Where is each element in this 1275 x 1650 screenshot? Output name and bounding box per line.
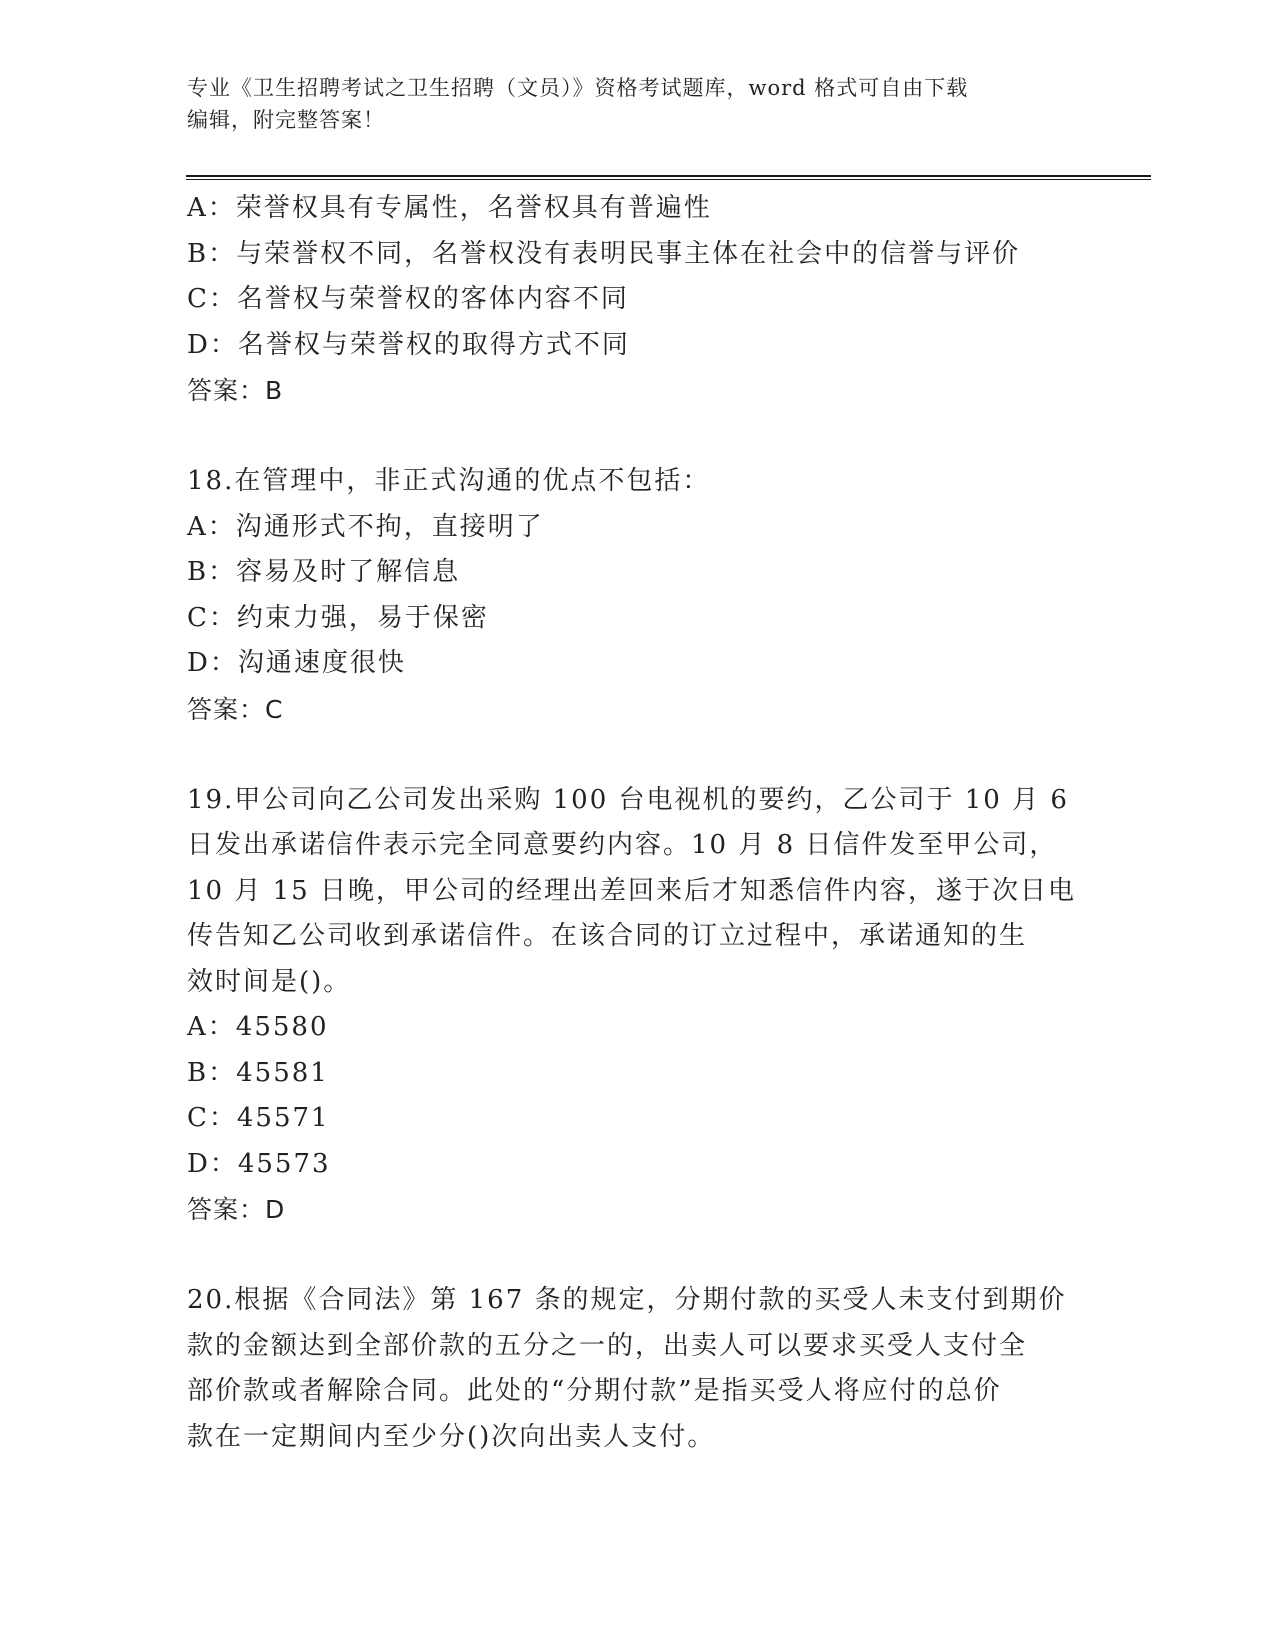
option-d: D：沟通速度很快 xyxy=(187,648,406,678)
option-b: B：45581 xyxy=(187,1057,329,1088)
spacer xyxy=(187,414,1087,460)
question-stem-line: 款的金额达到全部价款的五分之一的，出卖人可以要求买受人支付全 xyxy=(187,1330,1028,1361)
option-b: B：容易及时了解信息 xyxy=(187,557,461,587)
question-17 xyxy=(187,186,1087,414)
option-d: D：45573 xyxy=(187,1148,331,1179)
divider-thick-line xyxy=(186,175,1151,177)
question-stem-line: 传告知乙公司收到承诺信件。在该合同的订立过程中，承诺通知的生 xyxy=(187,921,1028,951)
option-c: C：名誉权与荣誉权的客体内容不同 xyxy=(187,284,629,314)
spacer xyxy=(187,732,1087,778)
question-20 xyxy=(187,1278,1087,1460)
option-a: A：45580 xyxy=(187,1012,329,1042)
question-stem-line: 日发出承诺信件表示完全同意要约内容。10 月 8 日信件发至甲公司， xyxy=(187,830,1058,860)
option-a: A：荣誉权具有专属性，名誉权具有普遍性 xyxy=(187,193,712,223)
answer-line: 答案：C xyxy=(187,694,284,724)
header-line-1: 专业《卫生招聘考试之卫生招聘（文员）》资格考试题库，word 格式可自由下载 xyxy=(187,76,969,100)
option-c: C：约束力强，易于保密 xyxy=(187,602,489,633)
question-stem-line: 10 月 15 日晚，甲公司的经理出差回来后才知悉信件内容，遂于次日电 xyxy=(187,875,1076,906)
question-stem: 18.在管理中，非正式沟通的优点不包括： xyxy=(187,466,711,496)
question-list xyxy=(187,186,1087,1460)
option-c: C：45571 xyxy=(187,1103,330,1133)
question-stem-line: 19.甲公司向乙公司发出采购 100 台电视机的要约，乙公司于 10 月 6 xyxy=(187,784,1069,815)
question-18 xyxy=(187,459,1087,732)
answer-line: 答案：D xyxy=(187,1195,286,1224)
spacer xyxy=(187,1233,1087,1279)
option-d: D：名誉权与荣誉权的取得方式不同 xyxy=(187,329,630,360)
question-stem-line: 效时间是()。 xyxy=(187,966,352,997)
document-header xyxy=(187,72,1087,136)
header-line-2: 编辑，附完整答案！ xyxy=(187,108,385,132)
question-stem-line: 20.根据《合同法》第 167 条的规定，分期付款的买受人未支付到期价 xyxy=(187,1285,1067,1315)
question-stem-line: 款在一定期间内至少分()次向出卖人支付。 xyxy=(187,1421,716,1452)
option-b: B：与荣誉权不同，名誉权没有表明民事主体在社会中的信誉与评价 xyxy=(187,238,1021,269)
header-divider xyxy=(186,175,1151,181)
answer-line: 答案：B xyxy=(187,376,284,405)
divider-thin-line xyxy=(186,179,1151,180)
option-a: A：沟通形式不拘，直接明了 xyxy=(187,511,544,542)
question-stem-line: 部价款或者解除合同。此处的“分期付款”是指买受人将应付的总价 xyxy=(187,1376,1002,1406)
question-19 xyxy=(187,778,1087,1233)
